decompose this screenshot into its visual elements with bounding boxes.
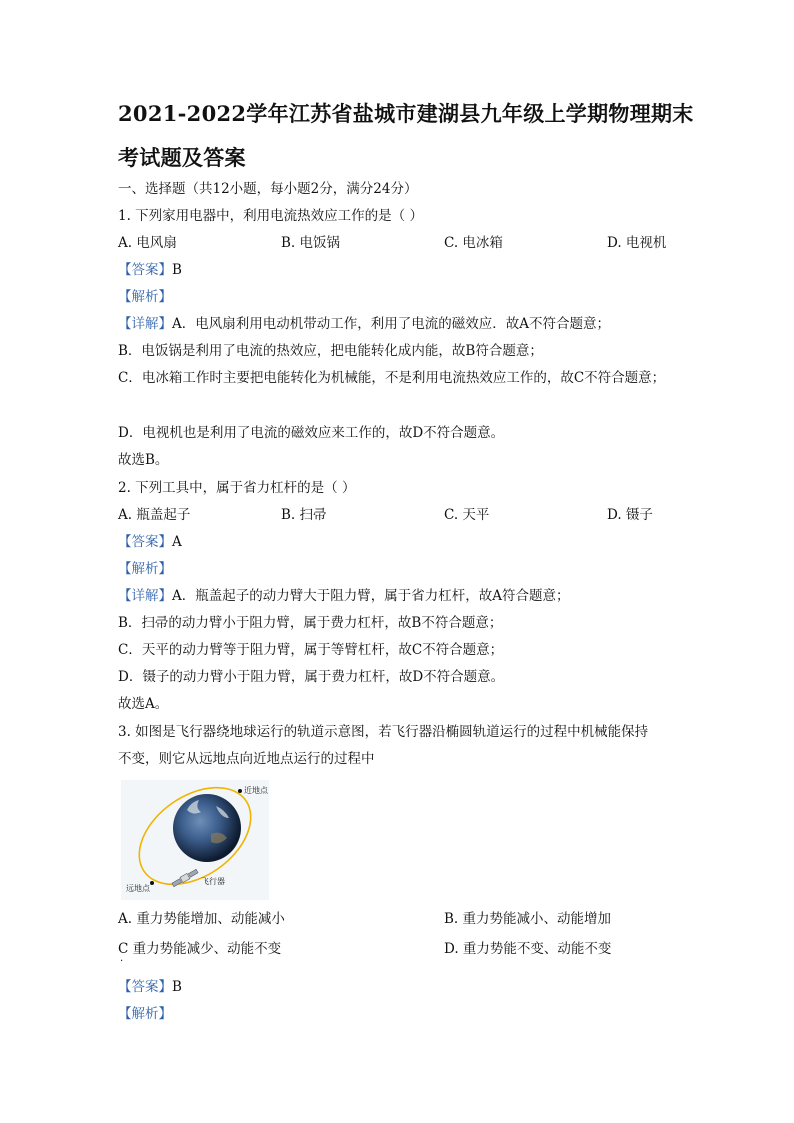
q1-option-a: A. 电风扇 (118, 235, 177, 251)
answer-tag: 【答案】 (118, 979, 172, 995)
answer-value: A (172, 534, 182, 550)
q2-conclusion: 故选A。 (118, 696, 169, 712)
q2-answer (118, 533, 182, 551)
craft-label: 飞行器 (201, 877, 225, 886)
q2-analysis-tag: 【解析】 (118, 561, 172, 577)
q3-analysis-tag: 【解析】 (118, 1006, 172, 1022)
spacecraft-icon (171, 868, 198, 887)
q1-detail-a (118, 315, 610, 333)
q2-detail-c: C．天平的动力臂等于阻力臂，属于等臂杠杆，故C不符合题意； (118, 642, 504, 658)
section-heading: 一、选择题（共12小题，每小题2分，满分24分） (118, 181, 418, 197)
q2-detail-d: D．镊子的动力臂小于阻力臂，属于费力杠杆，故D不符合题意。 (118, 669, 505, 685)
q2-option-a: A. 瓶盖起子 (118, 507, 191, 523)
q1-detail-d: D．电视机也是利用了电流的磁效应来工作的，故D不符合题意。 (118, 425, 505, 441)
apogee-label: 远地点 (126, 884, 150, 893)
q1-option-d: D. 电视机 (607, 235, 667, 251)
q3-option-d: D. 重力势能不变、动能不变 (444, 941, 612, 957)
q2-option-b: B. 扫帚 (281, 507, 327, 523)
perigee-dot (238, 789, 242, 793)
q1-option-b: B. 电饭锅 (281, 235, 341, 251)
q2-option-c: C. 天平 (444, 507, 490, 523)
q1-detail-b: B．电饭锅是利用了电流的热效应，把电能转化成内能，故B符合题意； (118, 343, 543, 359)
detail-text: A．瓶盖起子的动力臂大于阻力臂，属于省力杠杆，故A符合题意； (172, 588, 570, 604)
stray-dot: · (120, 956, 124, 967)
answer-value: B (172, 262, 182, 278)
q1-answer (118, 261, 182, 279)
answer-value: B (172, 979, 182, 995)
detail-tag: 【详解】 (118, 316, 172, 332)
doc-title-line2: 考试题及答案 (118, 145, 246, 170)
q3-option-c: C 重力势能减少、动能不变 (118, 941, 282, 957)
answer-tag: 【答案】 (118, 262, 172, 278)
q3-option-b: B. 重力势能减小、动能增加 (444, 911, 612, 927)
earth-image (173, 794, 241, 862)
q1-detail-c: C．电冰箱工作时主要把电能转化为机械能，不是利用电流热效应工作的，故C不符合题意； (118, 370, 666, 386)
perigee-label: 近地点 (244, 786, 268, 795)
q3-stem-line1: 3. 如图是飞行器绕地球运行的轨道示意图，若飞行器沿椭圆轨道运行的过程中机械能保持 (118, 724, 649, 740)
detail-tag: 【详解】 (118, 588, 172, 604)
q2-stem: 2. 下列工具中，属于省力杠杆的是（ ） (118, 480, 356, 496)
q2-option-d: D. 镊子 (607, 507, 653, 523)
q1-stem: 1. 下列家用电器中，利用电流热效应工作的是（ ） (118, 208, 423, 224)
q3-option-a: A. 重力势能增加、动能减小 (118, 911, 285, 927)
detail-text: A．电风扇利用电动机带动工作，利用了电流的磁效应．故A不符合题意； (172, 316, 610, 332)
q1-analysis-tag: 【解析】 (118, 289, 172, 305)
q2-detail-a (118, 587, 570, 605)
q1-option-c: C. 电冰箱 (444, 235, 503, 251)
apogee-dot (150, 881, 154, 885)
doc-title-line1: 2021-2022学年江苏省盐城市建湖县九年级上学期物理期末 (118, 101, 694, 126)
q1-conclusion: 故选B。 (118, 452, 169, 468)
orbit-figure (121, 780, 269, 900)
q3-answer (118, 978, 182, 996)
q3-stem-line2: 不变，则它从远地点向近地点运行的过程中 (118, 751, 375, 767)
answer-tag: 【答案】 (118, 534, 172, 550)
orbit-diagram (121, 780, 269, 900)
q2-detail-b: B．扫帚的动力臂小于阻力臂，属于费力杠杆，故B不符合题意； (118, 615, 503, 631)
